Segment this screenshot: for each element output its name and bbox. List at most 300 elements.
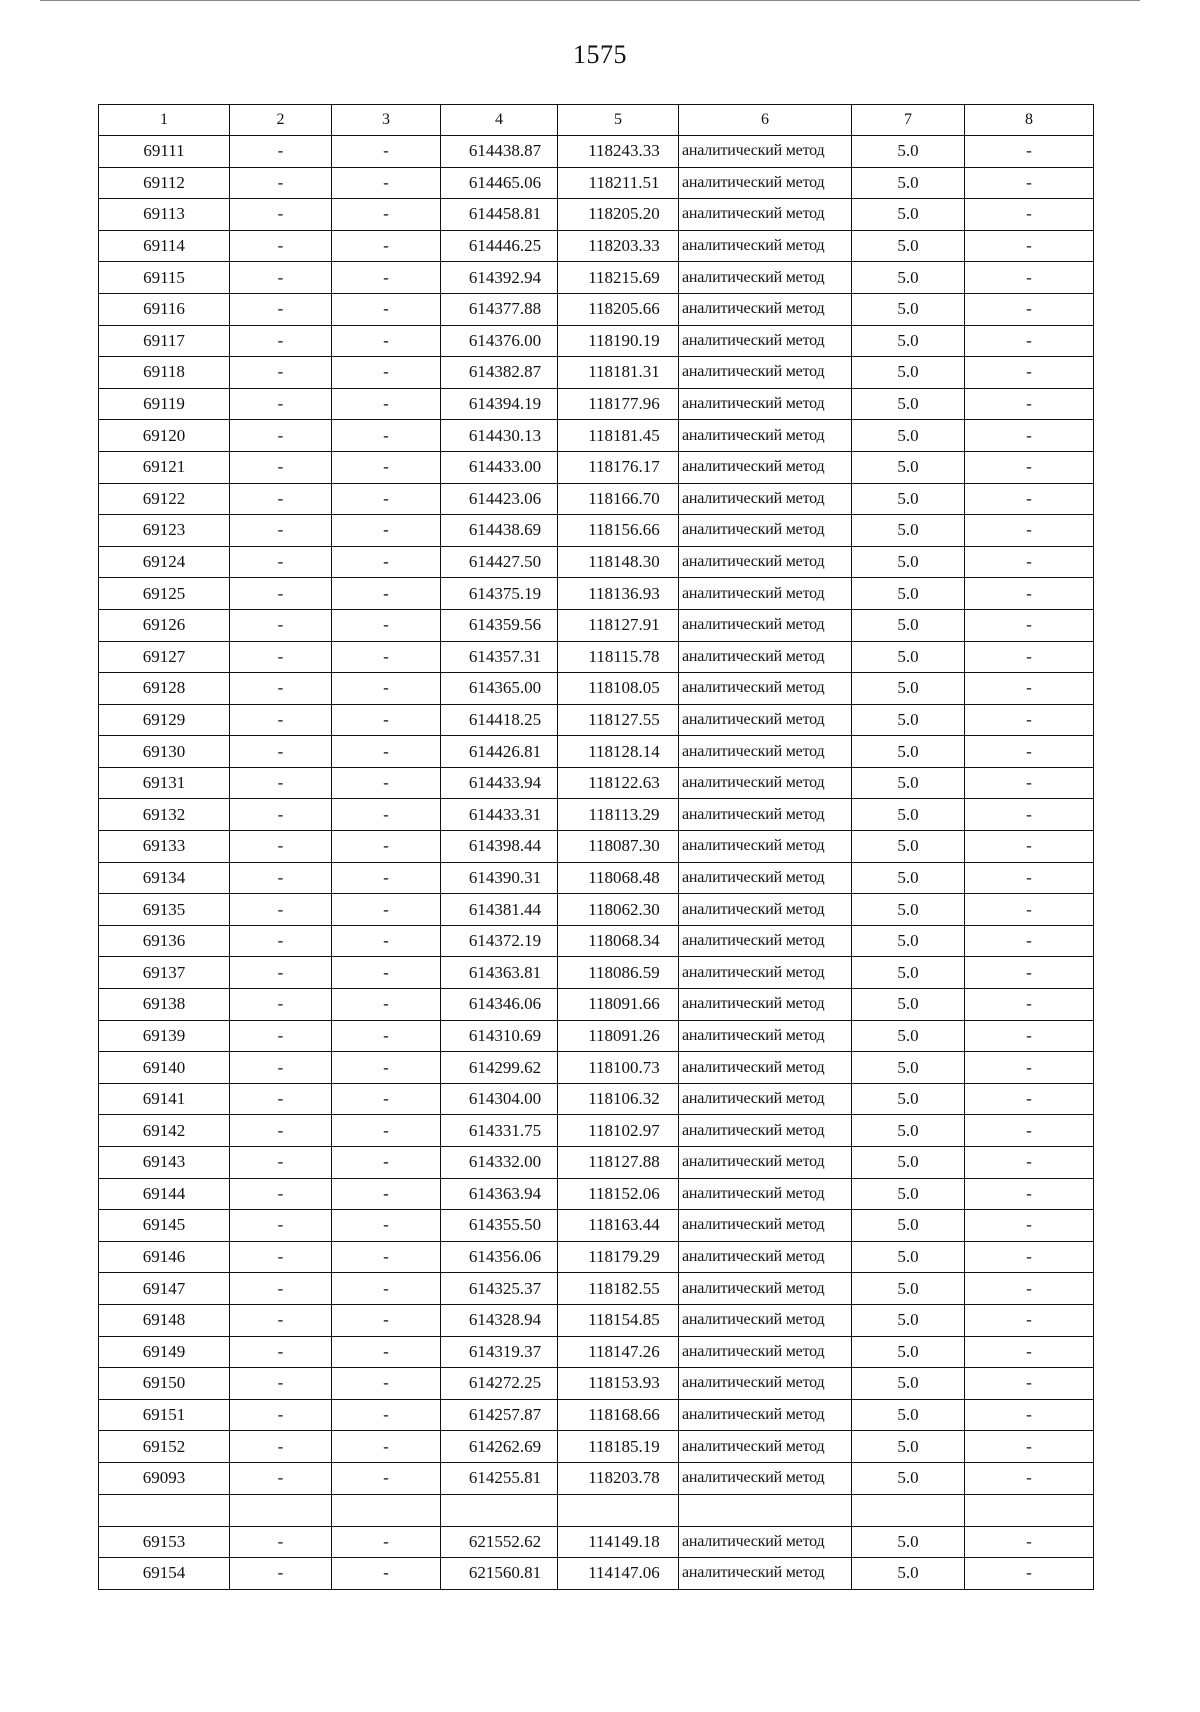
table-cell: 114149.18 <box>558 1526 679 1558</box>
table-cell: - <box>230 357 332 389</box>
table-cell: - <box>965 546 1094 578</box>
table-cell: - <box>230 325 332 357</box>
table-row <box>99 1368 1094 1400</box>
table-cell: 118168.66 <box>558 1399 679 1431</box>
table-cell: аналитический метод <box>679 167 852 199</box>
table-cell: 69117 <box>99 325 230 357</box>
table-row <box>99 1115 1094 1147</box>
table-row <box>99 451 1094 483</box>
table-cell: 614331.75 <box>441 1115 558 1147</box>
table-cell: аналитический метод <box>679 136 852 168</box>
table-cell: аналитический метод <box>679 515 852 547</box>
table-cell: аналитический метод <box>679 451 852 483</box>
table-cell: - <box>332 1336 441 1368</box>
table-cell: - <box>332 704 441 736</box>
table-cell: 614423.06 <box>441 483 558 515</box>
table-cell: аналитический метод <box>679 546 852 578</box>
table-cell: - <box>332 262 441 294</box>
table-cell: 5.0 <box>852 578 965 610</box>
table-cell: 118181.31 <box>558 357 679 389</box>
table-cell: 118087.30 <box>558 831 679 863</box>
table-cell: - <box>965 230 1094 262</box>
table-cell: 69147 <box>99 1273 230 1305</box>
table-cell: - <box>965 704 1094 736</box>
table-row <box>99 199 1094 231</box>
table-cell: аналитический метод <box>679 673 852 705</box>
table-cell: - <box>965 1178 1094 1210</box>
table-cell: - <box>230 1399 332 1431</box>
table-cell: 69151 <box>99 1399 230 1431</box>
table-cell: 69133 <box>99 831 230 863</box>
table-cell: 118153.93 <box>558 1368 679 1400</box>
table-cell: 118205.66 <box>558 293 679 325</box>
table-cell: - <box>965 357 1094 389</box>
table-cell: - <box>230 1462 332 1494</box>
page-number: 1575 <box>573 40 627 69</box>
table-cell: - <box>332 1052 441 1084</box>
table-cell: - <box>965 388 1094 420</box>
empty-cell <box>230 1494 332 1526</box>
table-cell: 614390.31 <box>441 862 558 894</box>
table-cell: - <box>230 862 332 894</box>
table-cell: аналитический метод <box>679 831 852 863</box>
table-row <box>99 167 1094 199</box>
table-cell: 5.0 <box>852 388 965 420</box>
table-cell: 118136.93 <box>558 578 679 610</box>
table-row <box>99 894 1094 926</box>
column-header: 4 <box>441 105 558 136</box>
table-cell: - <box>332 1115 441 1147</box>
table-cell: аналитический метод <box>679 325 852 357</box>
table-cell: 69129 <box>99 704 230 736</box>
table-row <box>99 1052 1094 1084</box>
table-cell: аналитический метод <box>679 483 852 515</box>
table-cell: 118068.48 <box>558 862 679 894</box>
table-cell: - <box>230 1368 332 1400</box>
table-cell: 118205.20 <box>558 199 679 231</box>
table-cell: - <box>332 293 441 325</box>
table-cell: аналитический метод <box>679 1083 852 1115</box>
table-cell: 5.0 <box>852 546 965 578</box>
table-cell: аналитический метод <box>679 894 852 926</box>
table-cell: - <box>965 1147 1094 1179</box>
table-cell: 5.0 <box>852 1147 965 1179</box>
table-cell: аналитический метод <box>679 230 852 262</box>
table-cell: 69149 <box>99 1336 230 1368</box>
table-cell: 5.0 <box>852 673 965 705</box>
table-cell: - <box>230 767 332 799</box>
table-row <box>99 767 1094 799</box>
table-cell: - <box>332 736 441 768</box>
table-cell: 69153 <box>99 1526 230 1558</box>
table-cell: - <box>332 546 441 578</box>
table-cell: - <box>332 673 441 705</box>
empty-cell <box>441 1494 558 1526</box>
table-cell: 614363.81 <box>441 957 558 989</box>
table-cell: - <box>332 1558 441 1590</box>
table-cell: 118176.17 <box>558 451 679 483</box>
table-cell: аналитический метод <box>679 1526 852 1558</box>
table-row <box>99 673 1094 705</box>
table-cell: 614346.06 <box>441 989 558 1021</box>
table-cell: - <box>332 1083 441 1115</box>
table-cell: - <box>332 325 441 357</box>
table-cell: - <box>965 1431 1094 1463</box>
table-cell: 69146 <box>99 1241 230 1273</box>
table-cell: 69141 <box>99 1083 230 1115</box>
table-cell: аналитический метод <box>679 767 852 799</box>
table-cell: 5.0 <box>852 704 965 736</box>
table-cell: аналитический метод <box>679 989 852 1021</box>
table-cell: 614299.62 <box>441 1052 558 1084</box>
table-cell: - <box>965 831 1094 863</box>
table-cell: - <box>965 1462 1094 1494</box>
table-cell: аналитический метод <box>679 1115 852 1147</box>
table-cell: - <box>965 1273 1094 1305</box>
table-cell: 118185.19 <box>558 1431 679 1463</box>
table-cell: 69093 <box>99 1462 230 1494</box>
table-cell: 614262.69 <box>441 1431 558 1463</box>
blank-separator-row <box>99 1494 1094 1526</box>
table-cell: 614446.25 <box>441 230 558 262</box>
table-row <box>99 578 1094 610</box>
table-cell: 621560.81 <box>441 1558 558 1590</box>
column-header: 1 <box>99 105 230 136</box>
table-cell: 118122.63 <box>558 767 679 799</box>
table-cell: - <box>332 1241 441 1273</box>
table-cell: - <box>230 230 332 262</box>
table-cell: - <box>332 925 441 957</box>
column-header: 7 <box>852 105 965 136</box>
table-cell: 69123 <box>99 515 230 547</box>
table-row <box>99 1431 1094 1463</box>
table-cell: - <box>332 167 441 199</box>
table-cell: 69111 <box>99 136 230 168</box>
table-cell: - <box>332 1147 441 1179</box>
table-cell: аналитический метод <box>679 1210 852 1242</box>
table-cell: 69145 <box>99 1210 230 1242</box>
table-cell: 5.0 <box>852 325 965 357</box>
table-cell: - <box>332 831 441 863</box>
table-cell: 5.0 <box>852 1304 965 1336</box>
table-cell: 5.0 <box>852 1558 965 1590</box>
table-cell: - <box>332 1210 441 1242</box>
table-cell: 614310.69 <box>441 1020 558 1052</box>
table-row <box>99 1083 1094 1115</box>
table-row <box>99 325 1094 357</box>
table-cell: аналитический метод <box>679 925 852 957</box>
table-cell: - <box>965 1368 1094 1400</box>
table-cell: 5.0 <box>852 1273 965 1305</box>
table-cell: 5.0 <box>852 1462 965 1494</box>
table-cell: - <box>230 515 332 547</box>
table-cell: аналитический метод <box>679 293 852 325</box>
table-cell: 69140 <box>99 1052 230 1084</box>
table-row <box>99 1558 1094 1590</box>
table-cell: аналитический метод <box>679 641 852 673</box>
table-cell: аналитический метод <box>679 1052 852 1084</box>
table-cell: 614382.87 <box>441 357 558 389</box>
table-cell: аналитический метод <box>679 736 852 768</box>
table-row <box>99 862 1094 894</box>
table-row <box>99 1020 1094 1052</box>
table-cell: - <box>965 894 1094 926</box>
table-cell: 5.0 <box>852 1368 965 1400</box>
table-cell: - <box>965 1304 1094 1336</box>
table-cell: - <box>332 1178 441 1210</box>
table-cell: 69142 <box>99 1115 230 1147</box>
table-cell: аналитический метод <box>679 1273 852 1305</box>
table-cell: 614257.87 <box>441 1399 558 1431</box>
table-cell: 614319.37 <box>441 1336 558 1368</box>
table-cell: 614325.37 <box>441 1273 558 1305</box>
table-cell: 69126 <box>99 609 230 641</box>
column-header: 2 <box>230 105 332 136</box>
table-cell: 69114 <box>99 230 230 262</box>
table-row <box>99 1462 1094 1494</box>
table-cell: - <box>230 1526 332 1558</box>
table-cell: - <box>332 199 441 231</box>
table-cell: - <box>230 1178 332 1210</box>
table-cell: 614465.06 <box>441 167 558 199</box>
table-cell: 69124 <box>99 546 230 578</box>
table-cell: аналитический метод <box>679 862 852 894</box>
table-cell: - <box>230 1115 332 1147</box>
table-cell: 118115.78 <box>558 641 679 673</box>
table-cell: - <box>230 1336 332 1368</box>
table-cell: - <box>230 925 332 957</box>
empty-cell <box>965 1494 1094 1526</box>
table-cell: 69136 <box>99 925 230 957</box>
table-cell: - <box>230 957 332 989</box>
table-row <box>99 546 1094 578</box>
table-cell: 614377.88 <box>441 293 558 325</box>
table-cell: - <box>965 325 1094 357</box>
table-cell: 69125 <box>99 578 230 610</box>
table-cell: аналитический метод <box>679 704 852 736</box>
table-cell: - <box>230 1241 332 1273</box>
table-cell: 5.0 <box>852 831 965 863</box>
table-cell: 69154 <box>99 1558 230 1590</box>
table-cell: 118100.73 <box>558 1052 679 1084</box>
table-cell: 118148.30 <box>558 546 679 578</box>
table-row <box>99 609 1094 641</box>
table-cell: 5.0 <box>852 1052 965 1084</box>
table-cell: - <box>230 167 332 199</box>
table-cell: - <box>332 136 441 168</box>
table-cell: 5.0 <box>852 1336 965 1368</box>
table-row <box>99 704 1094 736</box>
table-cell: аналитический метод <box>679 420 852 452</box>
table-cell: - <box>332 388 441 420</box>
table-cell: 614381.44 <box>441 894 558 926</box>
table-cell: - <box>965 957 1094 989</box>
table-cell: - <box>332 230 441 262</box>
table-cell: 69127 <box>99 641 230 673</box>
table-cell: - <box>230 609 332 641</box>
table-cell: 614398.44 <box>441 831 558 863</box>
empty-cell <box>679 1494 852 1526</box>
table-row <box>99 136 1094 168</box>
table-cell: - <box>965 1115 1094 1147</box>
table-row <box>99 1241 1094 1273</box>
table-cell: аналитический метод <box>679 1147 852 1179</box>
table-cell: - <box>230 388 332 420</box>
table-cell: 69143 <box>99 1147 230 1179</box>
table-cell: 118182.55 <box>558 1273 679 1305</box>
table-cell: - <box>230 1273 332 1305</box>
table-cell: 118108.05 <box>558 673 679 705</box>
table-cell: - <box>332 609 441 641</box>
table-cell: 118062.30 <box>558 894 679 926</box>
table-cell: - <box>332 578 441 610</box>
table-cell: 118068.34 <box>558 925 679 957</box>
table-row <box>99 831 1094 863</box>
table-cell: 5.0 <box>852 925 965 957</box>
table-cell: - <box>230 420 332 452</box>
table-cell: - <box>965 609 1094 641</box>
table-cell: 5.0 <box>852 989 965 1021</box>
table-cell: - <box>230 641 332 673</box>
table-cell: - <box>230 483 332 515</box>
table-cell: - <box>332 1020 441 1052</box>
table-cell: 69148 <box>99 1304 230 1336</box>
table-cell: 614328.94 <box>441 1304 558 1336</box>
table-cell: 5.0 <box>852 262 965 294</box>
table-cell: - <box>332 451 441 483</box>
table-cell: - <box>332 894 441 926</box>
table-cell: 614332.00 <box>441 1147 558 1179</box>
table-cell: 118203.78 <box>558 1462 679 1494</box>
table-cell: 69122 <box>99 483 230 515</box>
table-cell: 621552.62 <box>441 1526 558 1558</box>
table-cell: аналитический метод <box>679 199 852 231</box>
table-cell: - <box>965 641 1094 673</box>
table-row <box>99 1147 1094 1179</box>
table-row <box>99 1399 1094 1431</box>
table-cell: - <box>965 1083 1094 1115</box>
table-row <box>99 420 1094 452</box>
table-cell: - <box>965 1526 1094 1558</box>
table-cell: 114147.06 <box>558 1558 679 1590</box>
column-header: 5 <box>558 105 679 136</box>
table-cell: аналитический метод <box>679 1241 852 1273</box>
table-cell: 5.0 <box>852 767 965 799</box>
table-cell: - <box>332 483 441 515</box>
table-cell: 614438.69 <box>441 515 558 547</box>
table-cell: 118152.06 <box>558 1178 679 1210</box>
table-cell: - <box>965 1052 1094 1084</box>
table-cell: 118243.33 <box>558 136 679 168</box>
table-cell: - <box>332 641 441 673</box>
table-cell: 69121 <box>99 451 230 483</box>
table-cell: - <box>230 704 332 736</box>
table-cell: аналитический метод <box>679 1431 852 1463</box>
table-cell: 5.0 <box>852 1431 965 1463</box>
table-cell: - <box>965 799 1094 831</box>
table-cell: 5.0 <box>852 1526 965 1558</box>
table-cell: - <box>965 989 1094 1021</box>
table-row <box>99 925 1094 957</box>
table-cell: - <box>965 1020 1094 1052</box>
table-cell: - <box>332 1304 441 1336</box>
table-cell: - <box>332 1526 441 1558</box>
table-cell: - <box>965 451 1094 483</box>
table-cell: - <box>965 199 1094 231</box>
table-cell: 118127.55 <box>558 704 679 736</box>
table-cell: 69116 <box>99 293 230 325</box>
table-cell: - <box>965 1399 1094 1431</box>
table-cell: - <box>230 894 332 926</box>
table-cell: - <box>230 799 332 831</box>
table-cell: 614255.81 <box>441 1462 558 1494</box>
table-cell: 5.0 <box>852 167 965 199</box>
table-cell: 614356.06 <box>441 1241 558 1273</box>
column-header: 8 <box>965 105 1094 136</box>
table-cell: - <box>965 1558 1094 1590</box>
table-cell: 118177.96 <box>558 388 679 420</box>
table-row <box>99 262 1094 294</box>
table-cell: - <box>230 578 332 610</box>
table-row <box>99 1178 1094 1210</box>
table-cell: аналитический метод <box>679 957 852 989</box>
table-cell: аналитический метод <box>679 1178 852 1210</box>
table-row <box>99 483 1094 515</box>
table-cell: 614433.00 <box>441 451 558 483</box>
table-cell: 5.0 <box>852 1178 965 1210</box>
table-cell: - <box>965 262 1094 294</box>
table-cell: - <box>965 293 1094 325</box>
table-cell: 118215.69 <box>558 262 679 294</box>
table-cell: 614394.19 <box>441 388 558 420</box>
table-cell: 5.0 <box>852 515 965 547</box>
table-cell: - <box>332 357 441 389</box>
table-row <box>99 799 1094 831</box>
table-cell: 5.0 <box>852 862 965 894</box>
table-cell: 5.0 <box>852 483 965 515</box>
table-cell: 5.0 <box>852 799 965 831</box>
table-cell: - <box>230 293 332 325</box>
table-cell: - <box>332 767 441 799</box>
table-cell: аналитический метод <box>679 388 852 420</box>
table-cell: - <box>332 862 441 894</box>
table-cell: - <box>230 1052 332 1084</box>
table-cell: аналитический метод <box>679 1558 852 1590</box>
table-cell: 5.0 <box>852 293 965 325</box>
table-cell: 118163.44 <box>558 1210 679 1242</box>
table-cell: 5.0 <box>852 199 965 231</box>
table-cell: - <box>230 546 332 578</box>
table-cell: - <box>332 420 441 452</box>
table-cell: - <box>332 1368 441 1400</box>
table-cell: - <box>230 1210 332 1242</box>
table-cell: 69135 <box>99 894 230 926</box>
table-cell: 614430.13 <box>441 420 558 452</box>
table-cell: аналитический метод <box>679 1399 852 1431</box>
table-cell: - <box>230 1147 332 1179</box>
table-cell: 614365.00 <box>441 673 558 705</box>
table-row <box>99 1304 1094 1336</box>
table-cell: 5.0 <box>852 1020 965 1052</box>
table-cell: - <box>965 736 1094 768</box>
table-row <box>99 1210 1094 1242</box>
table-cell: 69120 <box>99 420 230 452</box>
table-cell: 614355.50 <box>441 1210 558 1242</box>
table-cell: - <box>230 831 332 863</box>
table-cell: 614427.50 <box>441 546 558 578</box>
table-cell: 614458.81 <box>441 199 558 231</box>
table-cell: 118179.29 <box>558 1241 679 1273</box>
